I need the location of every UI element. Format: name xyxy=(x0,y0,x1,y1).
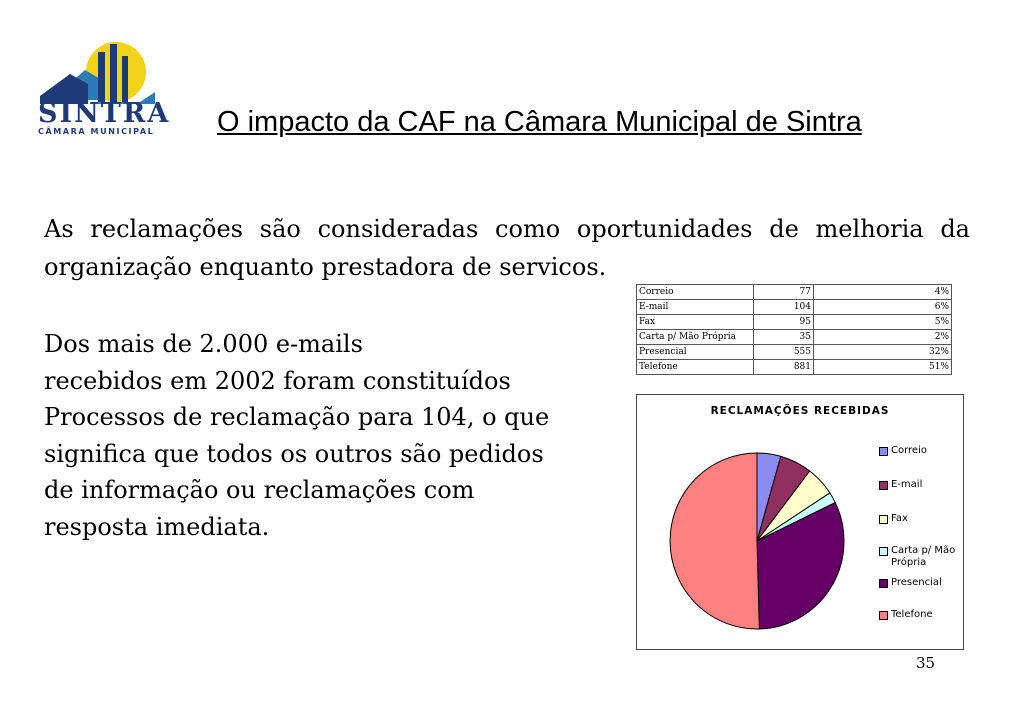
legend-swatch xyxy=(879,579,888,588)
logo-subtitle: CÂMARA MUNICIPAL xyxy=(38,127,155,136)
legend-swatch xyxy=(879,481,888,490)
legend-swatch xyxy=(879,611,888,620)
table-row xyxy=(637,285,952,300)
table-row xyxy=(637,360,952,375)
table-cell-label: Telefone xyxy=(637,360,754,375)
legend-swatch xyxy=(879,515,888,524)
table-cell-label: Carta p/ Mão Própria xyxy=(637,330,754,345)
table-cell-label: Correio xyxy=(637,285,754,300)
legend-item xyxy=(879,479,959,491)
table-row xyxy=(637,300,952,315)
table-cell-percent: 5% xyxy=(814,315,952,330)
legend-item xyxy=(879,577,959,589)
table-row xyxy=(637,315,952,330)
legend-label: Telefone xyxy=(891,609,933,620)
legend-label: Carta p/ Mão Própria xyxy=(891,545,956,568)
table-cell-percent: 32% xyxy=(814,345,952,360)
pie-chart xyxy=(636,394,964,650)
table-cell-count: 95 xyxy=(754,315,814,330)
legend-label: Correio xyxy=(891,445,927,456)
slide-title: O impacto da CAF na Câmara Municipal de Sintra xyxy=(217,106,862,138)
logo-wordmark: SINTRA xyxy=(38,98,171,129)
table-cell-count: 104 xyxy=(754,300,814,315)
legend-item xyxy=(879,513,959,525)
table-cell-label: Fax xyxy=(637,315,754,330)
table-cell-count: 881 xyxy=(754,360,814,375)
chart-title: RECLAMAÇÕES RECEBIDAS xyxy=(710,405,890,417)
table-row xyxy=(637,345,952,360)
complaints-table xyxy=(636,284,952,375)
legend-label: Fax xyxy=(891,513,908,524)
paragraph-line: recebidos em 2002 foram constituídos xyxy=(44,366,511,395)
legend-item xyxy=(879,609,959,621)
paragraph-line: resposta imediata. xyxy=(44,512,270,541)
pie-slice-telefone xyxy=(670,453,759,629)
paragraph-line: Dos mais de 2.000 e-mails xyxy=(44,330,363,358)
table-cell-count: 555 xyxy=(754,345,814,360)
table-cell-count: 77 xyxy=(754,285,814,300)
legend-label: Presencial xyxy=(891,577,942,588)
paragraph-line: significa que todos os outros são pedidos xyxy=(44,439,544,468)
table-cell-percent: 51% xyxy=(814,360,952,375)
table-cell-percent: 2% xyxy=(814,330,952,345)
legend-swatch xyxy=(879,447,888,456)
table-cell-percent: 4% xyxy=(814,285,952,300)
legend-item xyxy=(879,445,959,457)
paragraph-line: Processos de reclamação para 104, o que xyxy=(44,403,550,431)
legend-swatch xyxy=(879,547,888,556)
table-cell-label: Presencial xyxy=(637,345,754,360)
email-paragraph xyxy=(44,326,644,545)
table-cell-count: 35 xyxy=(754,330,814,345)
table-row xyxy=(637,330,952,345)
legend-item xyxy=(879,545,959,569)
intro-paragraph: As reclamações são consideradas como oportunidades de melhoria da organização enquanto prestadora de servicos. xyxy=(44,215,970,281)
legend-label: E-mail xyxy=(891,479,923,490)
paragraph-line: de informação ou reclamações com xyxy=(44,476,475,504)
table-cell-percent: 6% xyxy=(814,300,952,315)
page-number: 35 xyxy=(916,654,936,672)
table-cell-label: E-mail xyxy=(637,300,754,315)
